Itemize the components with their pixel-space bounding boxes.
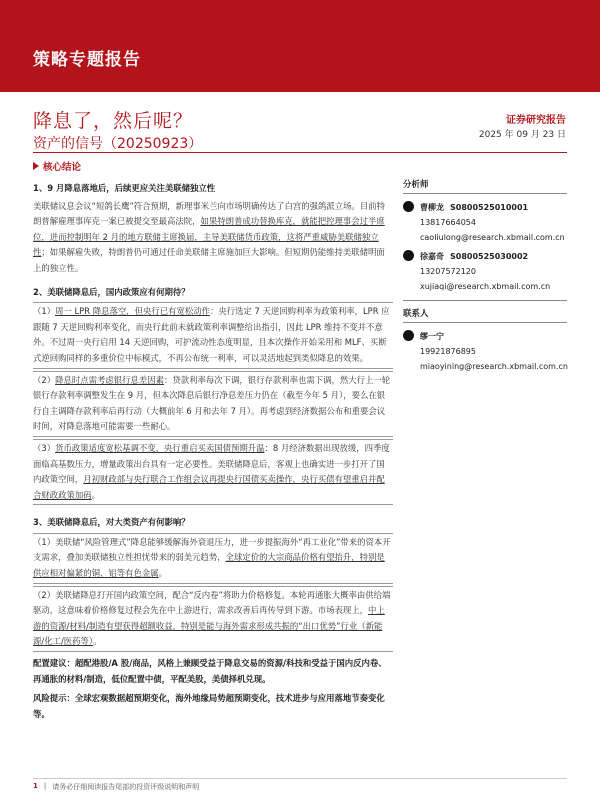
triangle-bullet-icon	[33, 162, 39, 170]
text-run: （1）美联储“风险管理式”降息能够缓解海外衰退压力，进一步提振海外“再工业化”带来的资本开支需求，叠加美联储独立性担忧带来的弱美元趋势，	[33, 536, 391, 563]
sidebar	[403, 178, 567, 378]
section-3-point-1	[33, 533, 393, 584]
section-1-paragraph	[33, 199, 393, 277]
text-run: （3）	[33, 442, 56, 453]
document-title: 降息了，然后呢？	[33, 110, 194, 132]
key-conclusion-label: 核心结论	[43, 162, 82, 173]
contact-name: 缪一宁	[420, 332, 444, 341]
risk-warning: 风险提示：全球宏观数据超预期变化，海外地缘局势超预期变化，技术进步与应用落地节奏变化等。	[33, 693, 385, 719]
key-conclusion-heading	[33, 159, 81, 173]
allocation-advice: 配置建议：超配港股/A 股/商品，风格上兼顾受益于降息交易的资源/科技和受益于国内反内卷、再通胀的材料/制造，低位配置中债，平配美股，美债择机兑现。	[33, 658, 387, 684]
analyst-phone: 13817664054	[420, 218, 476, 227]
text-run: 。	[93, 636, 102, 647]
underlined-text: 中上游的资源/材料/制造有望获得超额收益，特别是能与海外需求形成共振的“出口优势”行业（新能源/化工/医药等）	[33, 605, 385, 647]
text-run: ：8 月经济数据出现放缓，四季度面临高基数压力，增量政策出台具有一定必要性。美联储降息后，客观上也确实进一步打开了国内政策空间，	[33, 442, 390, 485]
text-run: （1）	[33, 306, 56, 317]
underlined-text: 周一 LPR 降息落空，但央行已有宽松动作	[55, 306, 210, 317]
text-run: 美联储议息会议“短鸽长鹰”符合预期，新理事米兰向市场明确传达了白宫的强鸽派立场。目前特朗普解雇理事库克一案已被提交至最高法院，	[33, 200, 386, 227]
section-3-point-2	[33, 586, 393, 652]
avatar-icon	[403, 330, 414, 341]
document-subtitle: 资产的信号（20250923）	[33, 136, 203, 152]
underlined-text: 如果特朗普成功替换库克，就能把控理事会过半席位，进而控制明年 2 月的地方联储主席换届，主导美联储货币政策，这将严重威胁美联储独立性	[33, 216, 385, 258]
section-2-heading: 2、美联储降息后，国内政策应有何期待？	[33, 286, 190, 297]
contact-card	[403, 329, 567, 374]
avatar-icon	[403, 250, 414, 261]
title-divider	[33, 152, 567, 153]
underlined-text: 月初财政部与央行联合工作组会议再提央行国债买卖操作，央行买债有望重启并配合财政政策加码	[33, 474, 385, 500]
analyst-name: 曹柳龙	[420, 203, 444, 212]
contact-phone: 19921876895	[420, 347, 476, 356]
report-type-label: 证券研究报告	[506, 115, 566, 126]
analyst-license: S0800525010001	[450, 203, 529, 212]
text-run: ：央行选定 7 天逆回购利率为政策利率，LPR 应跟随 7 天逆回购利率变化，而央行此前未就政策利率调整给出指引，因此 LPR 维持不变并不意外。不过周一央行启用 14 天逆回购，可护流动性态度明显，且本次操作开始采用和 MLF、买断式逆回购同样的多重价位中标模式，不再公布统一利率，可以灵活地起到类似降息的效果。	[33, 306, 390, 363]
main-content	[33, 178, 393, 722]
analyst-name: 徐嘉奇	[420, 252, 444, 261]
header-banner	[0, 0, 600, 92]
section-1-heading: 1、9 月降息落地后，后续更应关注美联储独立性	[33, 183, 216, 193]
avatar-icon	[403, 201, 414, 212]
section-3-heading: 3、美联储降息后，对大类资产有何影响？	[33, 517, 190, 528]
analyst-card	[403, 200, 567, 245]
footer-divider	[33, 778, 567, 779]
footer-disclaimer: 请务必仔细阅读报告尾部的投资评级说明和声明	[52, 783, 200, 791]
analyst-card	[403, 249, 567, 294]
report-date: 2025 年 09 月 23 日	[478, 130, 566, 140]
analyst-heading: 分析师	[403, 178, 567, 194]
footer	[33, 782, 199, 792]
text-run: 。	[158, 568, 167, 579]
section-2-point-2	[33, 371, 393, 437]
report-category-title: 策略专题报告	[33, 50, 141, 70]
text-run: （2）	[33, 374, 56, 385]
text-run: ：贷款利率每次下调，银行存款利率也需下调，然大行上一轮银行存款利率调整发生在 9 月，但本次降息后银行净息差压力仍在（截至今年 5 月），要么在银行自主调降存款利率后再行动（大概前年 6 月和去年 7 月）。再考虑到经济数据公布和重要会议时间，对降息落地可能需要一些耐心。	[33, 374, 391, 432]
text-run: ；如果解雇失败，特朗普仍可通过任命美联储主席施加巨大影响。但短期仍能维持美联储明面上的独立性。	[33, 247, 385, 273]
analyst-email[interactable]: xujiaqi@research.xbmail.com.cn	[420, 282, 551, 291]
underlined-text: 全球定价的大宗商品价格有望抬升，特别是供应相对偏紧的铜、铝等有色金属	[33, 552, 385, 579]
analyst-email[interactable]: caoliulong@research.xbmail.com.cn	[420, 233, 565, 242]
section-2-point-3	[33, 439, 393, 505]
section-2-point-1	[33, 302, 393, 368]
text-run: 。	[91, 489, 100, 500]
contact-heading: 联系人	[403, 307, 567, 323]
page-number: 1	[33, 782, 38, 790]
analyst-license: S0800525030002	[450, 252, 529, 261]
underlined-text: 货币政策适度宽松基调不变，央行重启买卖国债预期升温	[55, 442, 265, 453]
underlined-text: 降息时点需考虑银行息差因素	[55, 374, 164, 385]
text-run: （2）美联储降息打开国内政策空间，配合“反内卷”将助力价格修复。本轮再通胀大概率由供给端驱动，这意味着价格修复过程会先在中上游进行，需求改善后再传导到下游。市场表现上，	[33, 589, 391, 616]
contact-email[interactable]: miaoyining@research.xbmail.com.cn	[420, 362, 568, 371]
analyst-phone: 13207572120	[420, 267, 476, 276]
footer-separator: |	[43, 782, 47, 790]
